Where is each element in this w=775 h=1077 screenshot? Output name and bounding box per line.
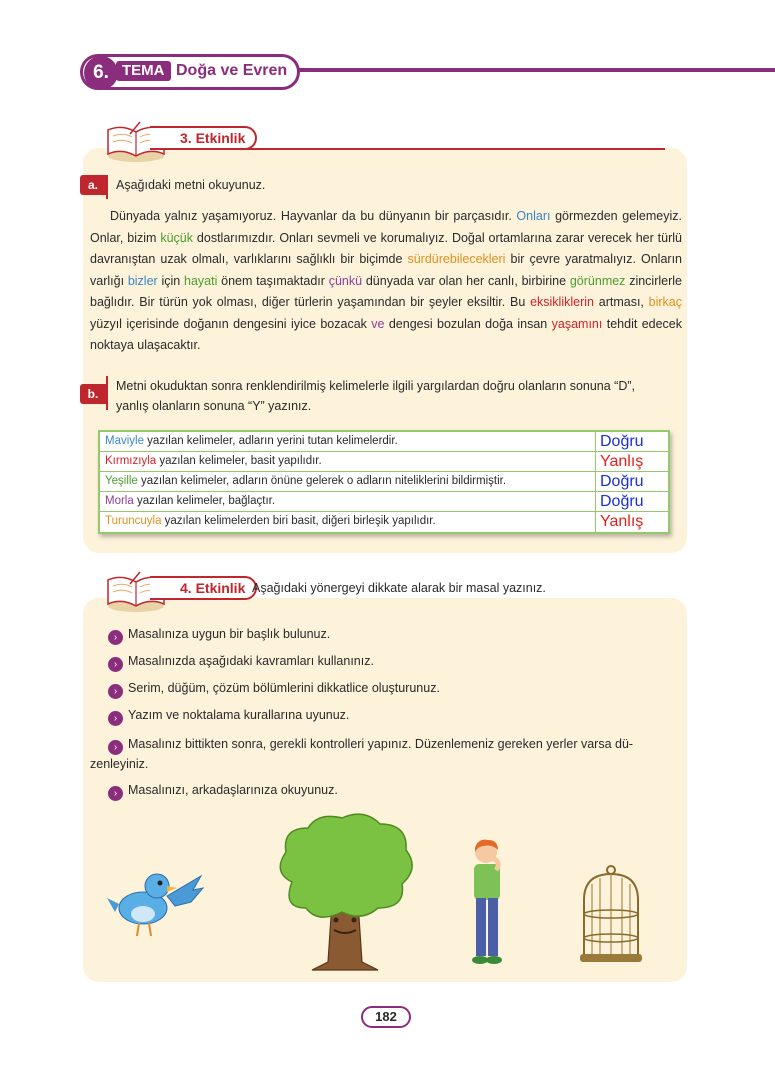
birdcage-illustration <box>578 864 644 968</box>
passage-text: bir çevre yaratmalıyız. Onların varlığı <box>90 252 682 288</box>
chevron-right-icon: › <box>108 684 123 699</box>
activity-3-rule <box>240 148 665 150</box>
statement-text: yazılan kelimeler, adların önüne gelerek o adların niteliklerini bildirmiştir. <box>137 475 507 487</box>
chevron-right-icon: › <box>108 657 123 672</box>
passage-text: önem taşımaktadır <box>217 273 329 288</box>
statement-cell <box>100 452 596 471</box>
statement-cell <box>100 472 596 491</box>
list-item-text: Masalınız bittikten sonra, gerekli kontrolleri yapınız. Düzenlemeniz gereken yerler varsa dü- <box>128 737 634 751</box>
list-item <box>108 734 633 755</box>
list-item <box>108 624 330 645</box>
chevron-right-icon: › <box>108 740 123 755</box>
passage-text: artması, <box>593 295 649 309</box>
statement-text: yazılan kelimeler, basit yapılıdır. <box>156 455 322 467</box>
list-item-text: Serim, düğüm, çözüm bölümlerini dikkatlice oluşturunuz. <box>128 681 440 695</box>
passage-text: dengesi bozulan doğa insan <box>384 316 552 331</box>
color-word: Morla <box>105 495 134 507</box>
list-item-text: Masalınızda aşağıdaki kavramları kullanınız. <box>128 654 374 668</box>
passage-text: yüzyıl içerisinde doğanın dengesini iyice bozacak <box>90 316 372 331</box>
boy-illustration <box>466 838 508 968</box>
part-a-tag: a. <box>80 175 106 195</box>
statement-cell <box>100 492 596 511</box>
theme-tag: TEMA <box>116 61 171 81</box>
header-rule <box>260 68 775 72</box>
highlighted-word: çünkü <box>328 273 363 288</box>
answer-cell[interactable]: Doğru <box>600 433 644 450</box>
statement-text: yazılan kelimeler, adların yerini tutan kelimelerdir. <box>143 435 398 447</box>
highlighted-word: ve <box>371 316 385 331</box>
passage-text: Dünyada yalnız yaşamıyoruz. Hayvanlar da bu dünyanın bir parçasıdır. <box>110 209 517 223</box>
tree-illustration <box>272 812 418 972</box>
list-item-text: Masalınıza uygun bir başlık bulunuz. <box>128 627 331 641</box>
highlighted-word: görünmez <box>569 273 626 288</box>
chevron-right-icon: › <box>108 786 123 801</box>
highlighted-word: küçük <box>160 230 193 245</box>
passage-text: dostlarımızdır. Onları sevmeli ve korumalıyız. Doğal ortamlarına zarar verecek her türlü davranıştan uzak olmalı, varlıklarını sağlıklı bir biçimde <box>90 230 682 266</box>
statement-cell <box>100 432 596 451</box>
answer-cell[interactable]: Yanlış <box>600 453 644 470</box>
theme-number: 6. <box>84 56 118 90</box>
color-word: Turuncuyla <box>105 515 162 527</box>
table-row <box>100 512 668 532</box>
table-row <box>100 452 668 472</box>
list-item <box>108 705 349 726</box>
part-a-instruction: Aşağıdaki metni okuyunuz. <box>116 178 266 192</box>
blue-bird-illustration <box>105 868 205 940</box>
table-row <box>100 492 668 512</box>
answer-cell[interactable]: Doğru <box>600 493 644 510</box>
activity-4-instruction: Aşağıdaki yönergeyi dikkate alarak bir masal yazınız. <box>252 581 546 595</box>
passage-text: için <box>157 273 184 288</box>
list-item <box>108 651 374 672</box>
list-item <box>108 678 440 699</box>
statement-cell <box>100 512 596 532</box>
list-item-continuation: zenleyiniz. <box>90 757 149 771</box>
color-word: Yeşille <box>105 475 138 487</box>
theme-title: Doğa ve Evren <box>176 62 288 79</box>
answer-cell[interactable]: Doğru <box>600 473 644 490</box>
highlighted-word: Onları <box>516 209 551 223</box>
part-b-instruction-line1: Metni okuduktan sonra renklendirilmiş kelimelerle ilgili yargılardan doğru olanların sonuna “D”, <box>116 379 636 393</box>
chevron-right-icon: › <box>108 630 123 645</box>
passage-text: dünyada var olan her canlı, birbirine <box>362 273 570 288</box>
reading-passage <box>90 206 682 357</box>
highlighted-word: eksikliklerin <box>530 295 594 309</box>
list-item-text: Masalınızı, arkadaşlarınıza okuyunuz. <box>128 783 338 797</box>
part-b-instruction-line2: yanlış olanların sonuna “Y” yazınız. <box>116 399 312 413</box>
true-false-table <box>98 430 670 534</box>
table-row <box>100 472 668 492</box>
page-number: 182 <box>361 1006 411 1028</box>
part-a-tag-rule <box>106 175 108 199</box>
statement-text: yazılan kelimeler, bağlaçtır. <box>133 495 276 507</box>
passage-text: tehdit edecek noktaya ulaşacaktır. <box>90 316 682 352</box>
highlighted-word: hayati <box>184 273 218 288</box>
list-item <box>108 780 338 801</box>
highlighted-word: yaşamını <box>551 316 603 331</box>
answer-cell[interactable]: Yanlış <box>600 513 644 530</box>
chevron-right-icon: › <box>108 711 123 726</box>
highlighted-word: bizler <box>127 273 158 288</box>
highlighted-word: birkaç <box>648 295 682 309</box>
activity-4-label: 4. Etkinlik <box>150 576 257 600</box>
table-row <box>100 432 668 452</box>
statement-text: yazılan kelimelerden biri basit, diğeri birleşik yapılıdır. <box>161 515 436 527</box>
part-b-tag-rule <box>106 376 108 410</box>
list-item-text: Yazım ve noktalama kurallarına uyunuz. <box>128 708 350 722</box>
passage-text: görmezden gelemeyiz. Onlar, bizim <box>90 209 683 245</box>
color-word: Kırmızıyla <box>105 455 157 467</box>
activity-3-label: 3. Etkinlik <box>150 126 257 150</box>
passage-text: zincirlerle bağlıdır. Bir türün yok olması, diğer türlerin yaşamından bir şeyler eksiltir. Bu <box>90 273 682 309</box>
highlighted-word: sürdürebilecekleri <box>407 252 506 266</box>
part-b-instruction <box>116 376 681 416</box>
part-b-tag: b. <box>80 384 106 404</box>
color-word: Maviyle <box>105 435 144 447</box>
